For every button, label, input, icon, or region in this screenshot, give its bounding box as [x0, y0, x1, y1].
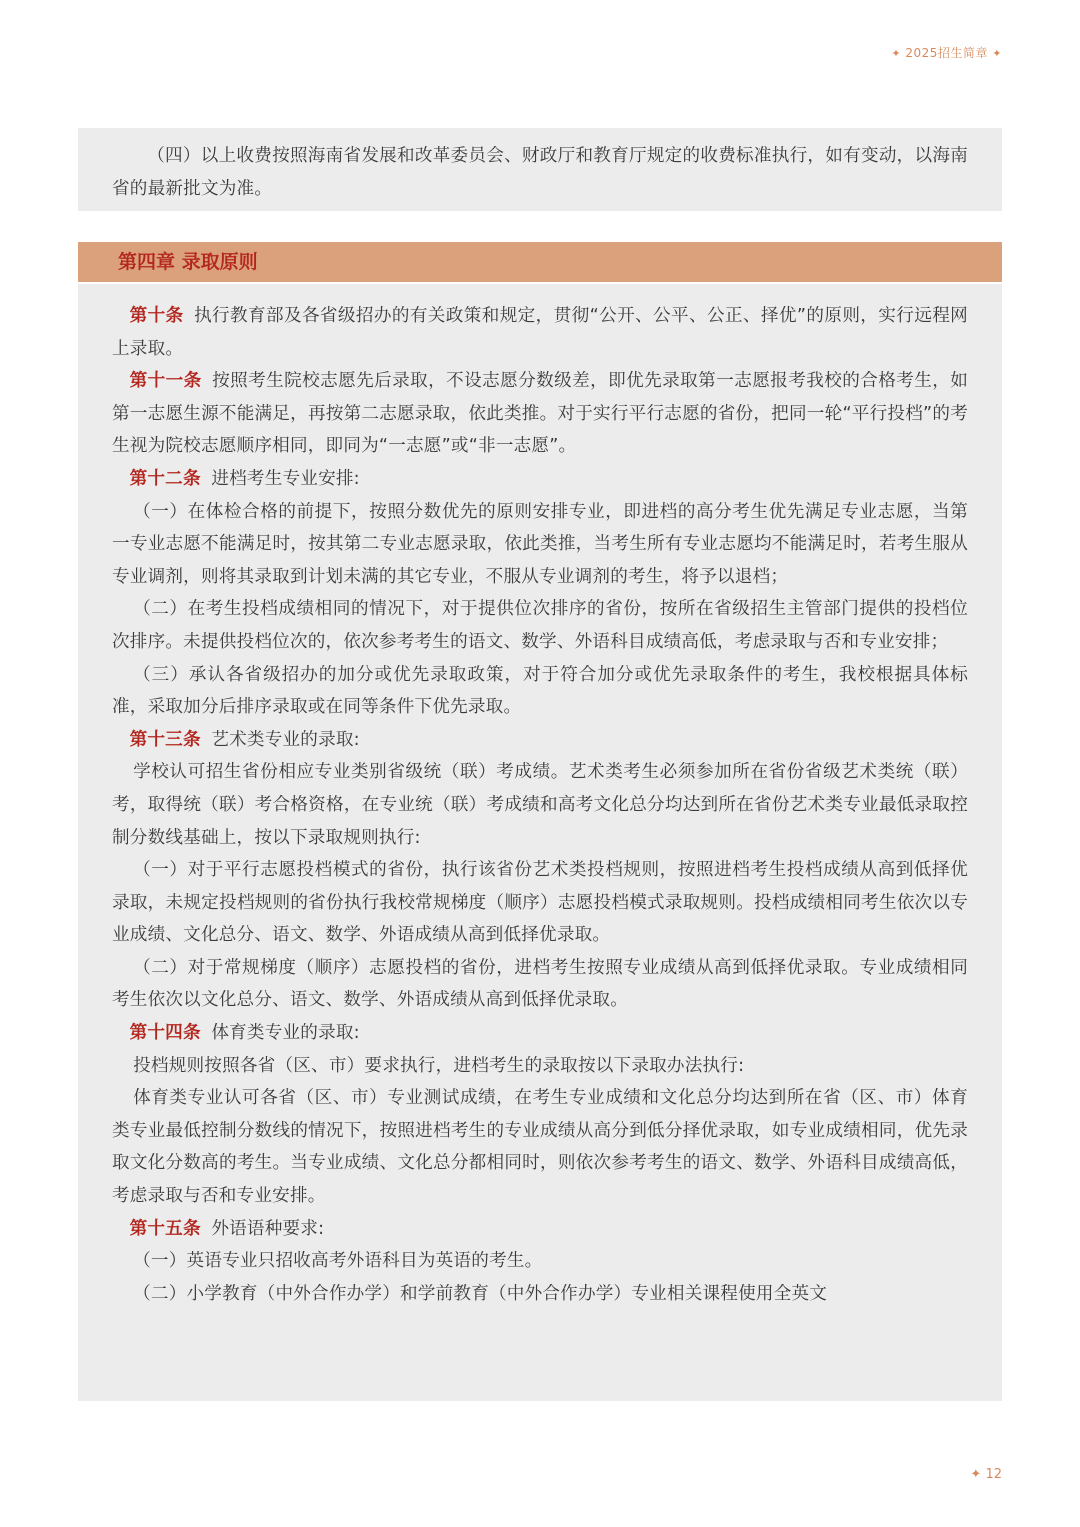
paragraph: （一）对于平行志愿投档模式的省份，执行该省份艺术类投档规则，按照进档考生投档成绩从高到低择优录取，未规定投档规则的省份执行我校常规梯度（顺序）志愿投档模式录取规则。投档成绩相同考生依次以专业成绩、文化总分、语文、数学、外语成绩从高到低择优录取。 — [112, 860, 968, 946]
fee-note-text: （四）以上收费按照海南省发展和改革委员会、财政厅和教育厅规定的收费标准执行，如有变动，以海南省的最新批文为准。 — [112, 146, 968, 199]
article-label: 第十三条 — [129, 729, 201, 750]
article-label: 第十二条 — [129, 468, 201, 489]
paragraph: 投档规则按照各省（区、市）要求执行，进档考生的录取按以下录取办法执行: — [133, 1055, 745, 1076]
article-text: 体育类专业的录取: — [211, 1023, 360, 1044]
page-number-text: 12 — [985, 1467, 1002, 1482]
paragraph: （一）英语专业只招收高考外语科目为英语的考生。 — [133, 1251, 543, 1272]
article-12 — [112, 463, 968, 496]
article-14 — [112, 1017, 968, 1050]
article-text: 按照考生院校志愿先后录取，不设志愿分数级差，即优先录取第一志愿报考我校的合格考生，如第一志愿生源不能满足，再按第二志愿录取，依此类推。对于实行平行志愿的省份，把同一轮“平行投档”的考生视为院校志愿顺序相同，即同为“一志愿”或“非一志愿”。 — [112, 371, 968, 457]
star-icon: ✦ — [970, 1467, 982, 1482]
admission-principles-box — [78, 284, 1002, 1401]
article-text: 艺术类专业的录取: — [211, 729, 360, 750]
article-label: 第十一条 — [129, 371, 202, 392]
paragraph: 学校认可招生省份相应专业类别省级统（联）考成绩。艺术类考生必须参加所在省份省级艺术类统（联）考，取得统（联）考合格资格，在专业统（联）考成绩和高考文化总分均达到所在省份艺术类专业最低录取控制分数线基础上，按以下录取规则执行: — [112, 762, 968, 848]
article-11 — [112, 365, 968, 463]
paragraph: （二）小学教育（中外合作办学）和学前教育（中外合作办学）专业相关课程使用全英文 — [133, 1283, 828, 1304]
paragraph: （二）在考生投档成绩相同的情况下，对于提供位次排序的省份，按所在省级招生主管部门提供的投档位次排序。未提供投档位次的，依次参考考生的语文、数学、外语科目成绩高低，考虑录取与否和专业安排； — [112, 599, 968, 652]
paragraph: （二）对于常规梯度（顺序）志愿投档的省份，进档考生按照专业成绩从高到低择优录取。专业成绩相同考生依次以文化总分、语文、数学、外语成绩从高到低择优录取。 — [112, 957, 968, 1011]
article-text: 外语语种要求: — [211, 1218, 325, 1239]
paragraph: （三）承认各省级招办的加分或优先录取政策，对于符合加分或优先录取条件的考生，我校根据具体标准，采取加分后排序录取或在同等条件下优先录取。 — [112, 664, 968, 718]
article-label: 第十条 — [129, 306, 184, 326]
article-13 — [112, 724, 968, 757]
star-icon: ✦ — [891, 47, 902, 60]
article-label: 第十四条 — [129, 1023, 201, 1044]
article-text: 进档考生专业安排: — [211, 468, 360, 489]
article-10 — [112, 300, 968, 365]
paragraph: 体育类专业认可各省（区、市）专业测试成绩，在考生专业成绩和文化总分均达到所在省（区、市）体育类专业最低控制分数线的情况下，按照进档考生的专业成绩从高分到低分择优录取，如专业成绩相同，优先录取文化分数高的考生。当专业成绩、文化总分都相同时，则依次参考考生的语文、数学、外语科目成绩高低，考虑录取与否和专业安排。 — [112, 1088, 968, 1207]
article-15 — [112, 1213, 968, 1246]
header-title-mark — [891, 44, 1002, 61]
fee-note-box — [78, 128, 1002, 211]
brochure-title: 2025招生简章 — [905, 46, 988, 60]
paragraph: （一）在体检合格的前提下，按照分数优先的原则安排专业，即进档的高分考生优先满足专业志愿，当第一专业志愿不能满足时，按其第二专业志愿录取，依此类推，当考生所有专业志愿均不能满足时，若考生服从专业调剂，则将其录取到计划未满的其它专业，不服从专业调剂的考生，将予以退档； — [112, 501, 968, 587]
chapter-heading: 第四章 录取原则 — [78, 242, 1002, 282]
star-icon: ✦ — [992, 47, 1002, 60]
page-number — [970, 1467, 1002, 1482]
article-text: 执行教育部及各省级招办的有关政策和规定，贯彻“公开、公平、公正、择优”的原则，实行远程网上录取。 — [112, 306, 968, 359]
article-label: 第十五条 — [129, 1218, 201, 1239]
